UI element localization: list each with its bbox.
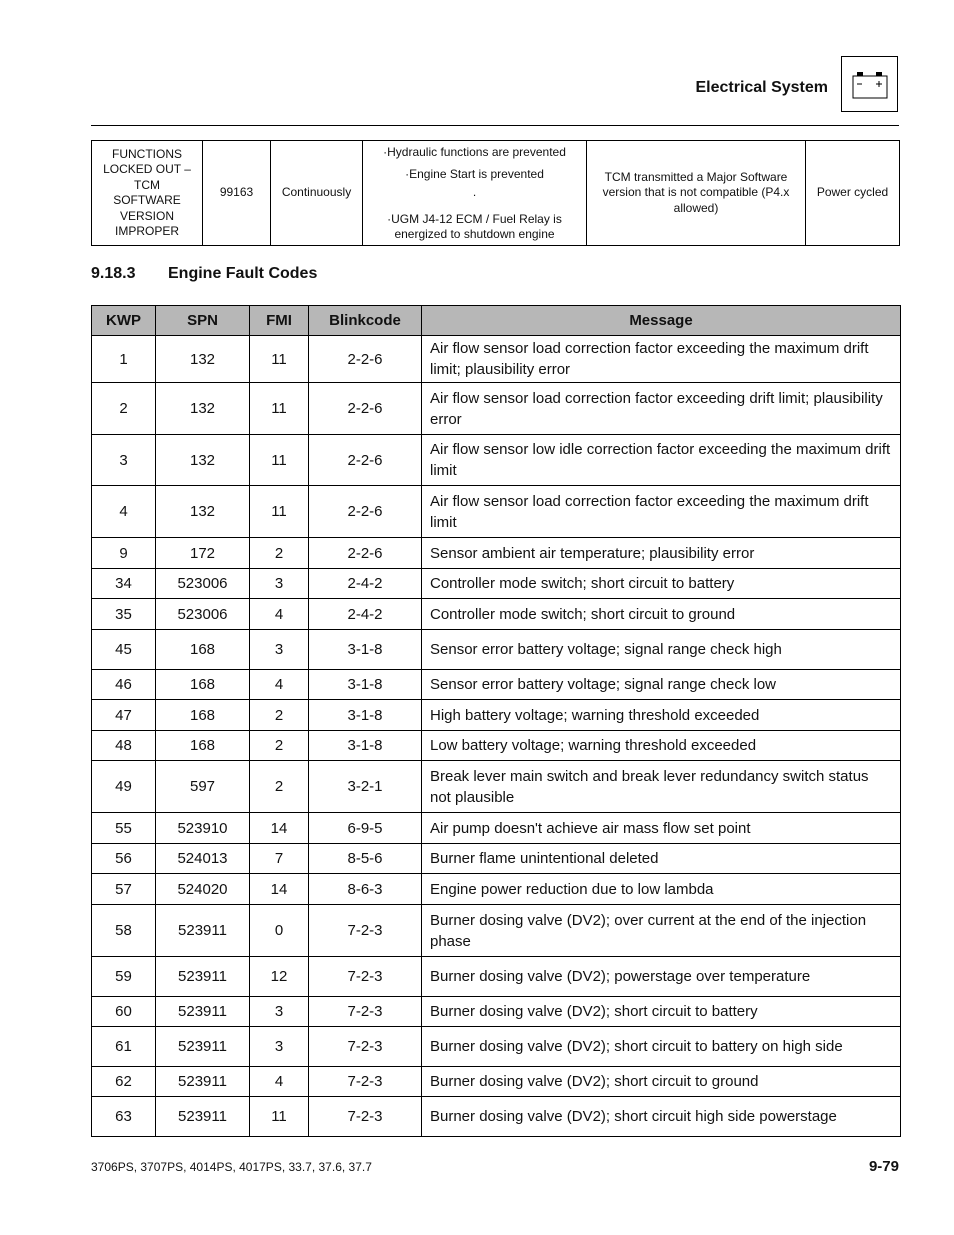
table-row [92, 336, 901, 383]
message-cell: Burner flame unintentional deleted [422, 844, 901, 874]
blinkcode-cell: 3-1-8 [309, 670, 422, 700]
blinkcode-cell: 6-9-5 [309, 813, 422, 844]
kwp-cell: 47 [92, 700, 156, 731]
table-row [92, 957, 901, 997]
reset-cell: Power cycled [806, 141, 900, 246]
message-cell: Low battery voltage; warning threshold exceeded [422, 731, 901, 761]
message-cell: Burner dosing valve (DV2); short circuit to ground [422, 1067, 901, 1097]
spn-cell: 524013 [156, 844, 250, 874]
table-row [92, 435, 901, 486]
page-number: 9-79 [868, 1158, 899, 1175]
fmi-cell: 0 [250, 905, 309, 957]
blinkcode-cell: 2-2-6 [309, 486, 422, 538]
fmi-cell: 11 [250, 486, 309, 538]
table-row [92, 670, 901, 700]
fmi-cell: 11 [250, 435, 309, 486]
blinkcode-cell: 2-4-2 [309, 599, 422, 630]
kwp-cell: 4 [92, 486, 156, 538]
kwp-cell: 55 [92, 813, 156, 844]
table-row [92, 538, 901, 569]
blinkcode-cell: 2-2-6 [309, 538, 422, 569]
column-header-kwp: KWP [92, 306, 156, 336]
spn-cell: 523910 [156, 813, 250, 844]
blinkcode-cell: 7-2-3 [309, 1027, 422, 1067]
blinkcode-cell: 2-4-2 [309, 569, 422, 599]
column-header-message: Message [422, 306, 901, 336]
blinkcode-cell: 8-5-6 [309, 844, 422, 874]
kwp-cell: 3 [92, 435, 156, 486]
header-rule [91, 125, 899, 126]
message-cell: Sensor ambient air temperature; plausibility error [422, 538, 901, 569]
code-cell: 99163 [203, 141, 271, 246]
fmi-cell: 11 [250, 1097, 309, 1137]
spn-cell: 597 [156, 761, 250, 813]
table-row [92, 874, 901, 905]
fmi-cell: 11 [250, 383, 309, 435]
blinkcode-cell: 3-1-8 [309, 731, 422, 761]
blinkcode-cell: 7-2-3 [309, 997, 422, 1027]
column-header-spn: SPN [156, 306, 250, 336]
message-cell: Controller mode switch; short circuit to battery [422, 569, 901, 599]
kwp-cell: 48 [92, 731, 156, 761]
section-title: Engine Fault Codes [168, 265, 318, 282]
battery-icon [841, 56, 898, 112]
spn-cell: 168 [156, 630, 250, 670]
table-row [92, 486, 901, 538]
section-number: 9.18.3 [91, 265, 136, 282]
message-cell: Air flow sensor load correction factor exceeding drift limit; plausibility error [422, 383, 901, 435]
kwp-cell: 62 [92, 1067, 156, 1097]
spn-cell: 168 [156, 731, 250, 761]
table-row [92, 905, 901, 957]
table-row [92, 630, 901, 670]
fmi-cell: 4 [250, 1067, 309, 1097]
spn-cell: 172 [156, 538, 250, 569]
fmi-cell: 2 [250, 700, 309, 731]
blinkcode-cell: 7-2-3 [309, 1097, 422, 1137]
message-cell: Burner dosing valve (DV2); short circuit high side powerstage [422, 1097, 901, 1137]
fmi-cell: 2 [250, 761, 309, 813]
fmi-cell: 4 [250, 670, 309, 700]
table-row [92, 844, 901, 874]
message-cell: Air flow sensor low idle correction factor exceeding the maximum drift limit [422, 435, 901, 486]
kwp-cell: 9 [92, 538, 156, 569]
spn-cell: 523911 [156, 957, 250, 997]
tcm-fault-table [91, 140, 900, 246]
kwp-cell: 61 [92, 1027, 156, 1067]
table-row [92, 599, 901, 630]
blinkcode-cell: 7-2-3 [309, 957, 422, 997]
section-heading [91, 265, 317, 283]
table-header-row [92, 306, 901, 336]
fmi-cell: 14 [250, 874, 309, 905]
frequency-cell: Continuously [271, 141, 363, 246]
table-row [92, 1027, 901, 1067]
footer-models: 3706PS, 3707PS, 4014PS, 4017PS, 33.7, 37.6, 37.7 [91, 1160, 372, 1174]
table-row [92, 1097, 901, 1137]
spn-cell: 523911 [156, 1027, 250, 1067]
message-cell: Burner dosing valve (DV2); short circuit to battery [422, 997, 901, 1027]
section-header-title: Electrical System [695, 79, 828, 96]
table-row [92, 569, 901, 599]
blinkcode-cell: 7-2-3 [309, 905, 422, 957]
blinkcode-cell: 2-2-6 [309, 336, 422, 383]
fmi-cell: 4 [250, 599, 309, 630]
fmi-cell: 11 [250, 336, 309, 383]
message-cell: Controller mode switch; short circuit to ground [422, 599, 901, 630]
message-cell: Burner dosing valve (DV2); powerstage over temperature [422, 957, 901, 997]
spn-cell: 523911 [156, 997, 250, 1027]
table-row [92, 1067, 901, 1097]
kwp-cell: 58 [92, 905, 156, 957]
blinkcode-cell: 3-1-8 [309, 630, 422, 670]
blinkcode-cell: 7-2-3 [309, 1067, 422, 1097]
message-cell: Burner dosing valve (DV2); short circuit to battery on high side [422, 1027, 901, 1067]
function-cell: FUNCTIONS LOCKED OUT – TCM SOFTWARE VERSION IMPROPER [92, 141, 203, 246]
spn-cell: 523911 [156, 905, 250, 957]
kwp-cell: 63 [92, 1097, 156, 1137]
table-row [92, 141, 900, 246]
spn-cell: 523911 [156, 1067, 250, 1097]
kwp-cell: 59 [92, 957, 156, 997]
message-cell: Air pump doesn't achieve air mass flow set point [422, 813, 901, 844]
spn-cell: 168 [156, 700, 250, 731]
spn-cell: 132 [156, 486, 250, 538]
spn-cell: 168 [156, 670, 250, 700]
column-header-fmi: FMI [250, 306, 309, 336]
fmi-cell: 7 [250, 844, 309, 874]
table-row [92, 997, 901, 1027]
cause-cell: TCM transmitted a Major Software version that is not compatible (P4.x allowed) [587, 141, 806, 246]
fmi-cell: 3 [250, 1027, 309, 1067]
kwp-cell: 46 [92, 670, 156, 700]
table-row [92, 700, 901, 731]
kwp-cell: 1 [92, 336, 156, 383]
message-cell: Burner dosing valve (DV2); over current at the end of the injection phase [422, 905, 901, 957]
blinkcode-cell: 2-2-6 [309, 435, 422, 486]
spn-cell: 524020 [156, 874, 250, 905]
blinkcode-cell: 8-6-3 [309, 874, 422, 905]
message-cell: High battery voltage; warning threshold exceeded [422, 700, 901, 731]
kwp-cell: 45 [92, 630, 156, 670]
message-cell: Air flow sensor load correction factor exceeding the maximum drift limit; plausibility error [422, 336, 901, 383]
fmi-cell: 2 [250, 731, 309, 761]
table-row [92, 813, 901, 844]
kwp-cell: 49 [92, 761, 156, 813]
kwp-cell: 2 [92, 383, 156, 435]
table-row [92, 383, 901, 435]
effects-cell: ·Hydraulic functions are prevented ·Engine Start is prevented . ·UGM J4-12 ECM / Fuel Relay is energized to shutdown engine [363, 141, 587, 246]
blinkcode-cell: 3-1-8 [309, 700, 422, 731]
fmi-cell: 3 [250, 997, 309, 1027]
message-cell: Break lever main switch and break lever redundancy switch status not plausible [422, 761, 901, 813]
fmi-cell: 12 [250, 957, 309, 997]
table-row [92, 761, 901, 813]
fmi-cell: 3 [250, 630, 309, 670]
kwp-cell: 57 [92, 874, 156, 905]
column-header-blinkcode: Blinkcode [309, 306, 422, 336]
spn-cell: 132 [156, 383, 250, 435]
fmi-cell: 3 [250, 569, 309, 599]
table-row [92, 731, 901, 761]
engine-fault-codes-table [91, 305, 901, 1137]
message-cell: Engine power reduction due to low lambda [422, 874, 901, 905]
fmi-cell: 14 [250, 813, 309, 844]
spn-cell: 132 [156, 435, 250, 486]
fmi-cell: 2 [250, 538, 309, 569]
spn-cell: 132 [156, 336, 250, 383]
message-cell: Sensor error battery voltage; signal range check low [422, 670, 901, 700]
spn-cell: 523006 [156, 599, 250, 630]
spn-cell: 523006 [156, 569, 250, 599]
kwp-cell: 60 [92, 997, 156, 1027]
spn-cell: 523911 [156, 1097, 250, 1137]
kwp-cell: 35 [92, 599, 156, 630]
message-cell: Sensor error battery voltage; signal range check high [422, 630, 901, 670]
message-cell: Air flow sensor load correction factor exceeding the maximum drift limit [422, 486, 901, 538]
kwp-cell: 34 [92, 569, 156, 599]
kwp-cell: 56 [92, 844, 156, 874]
blinkcode-cell: 3-2-1 [309, 761, 422, 813]
blinkcode-cell: 2-2-6 [309, 383, 422, 435]
